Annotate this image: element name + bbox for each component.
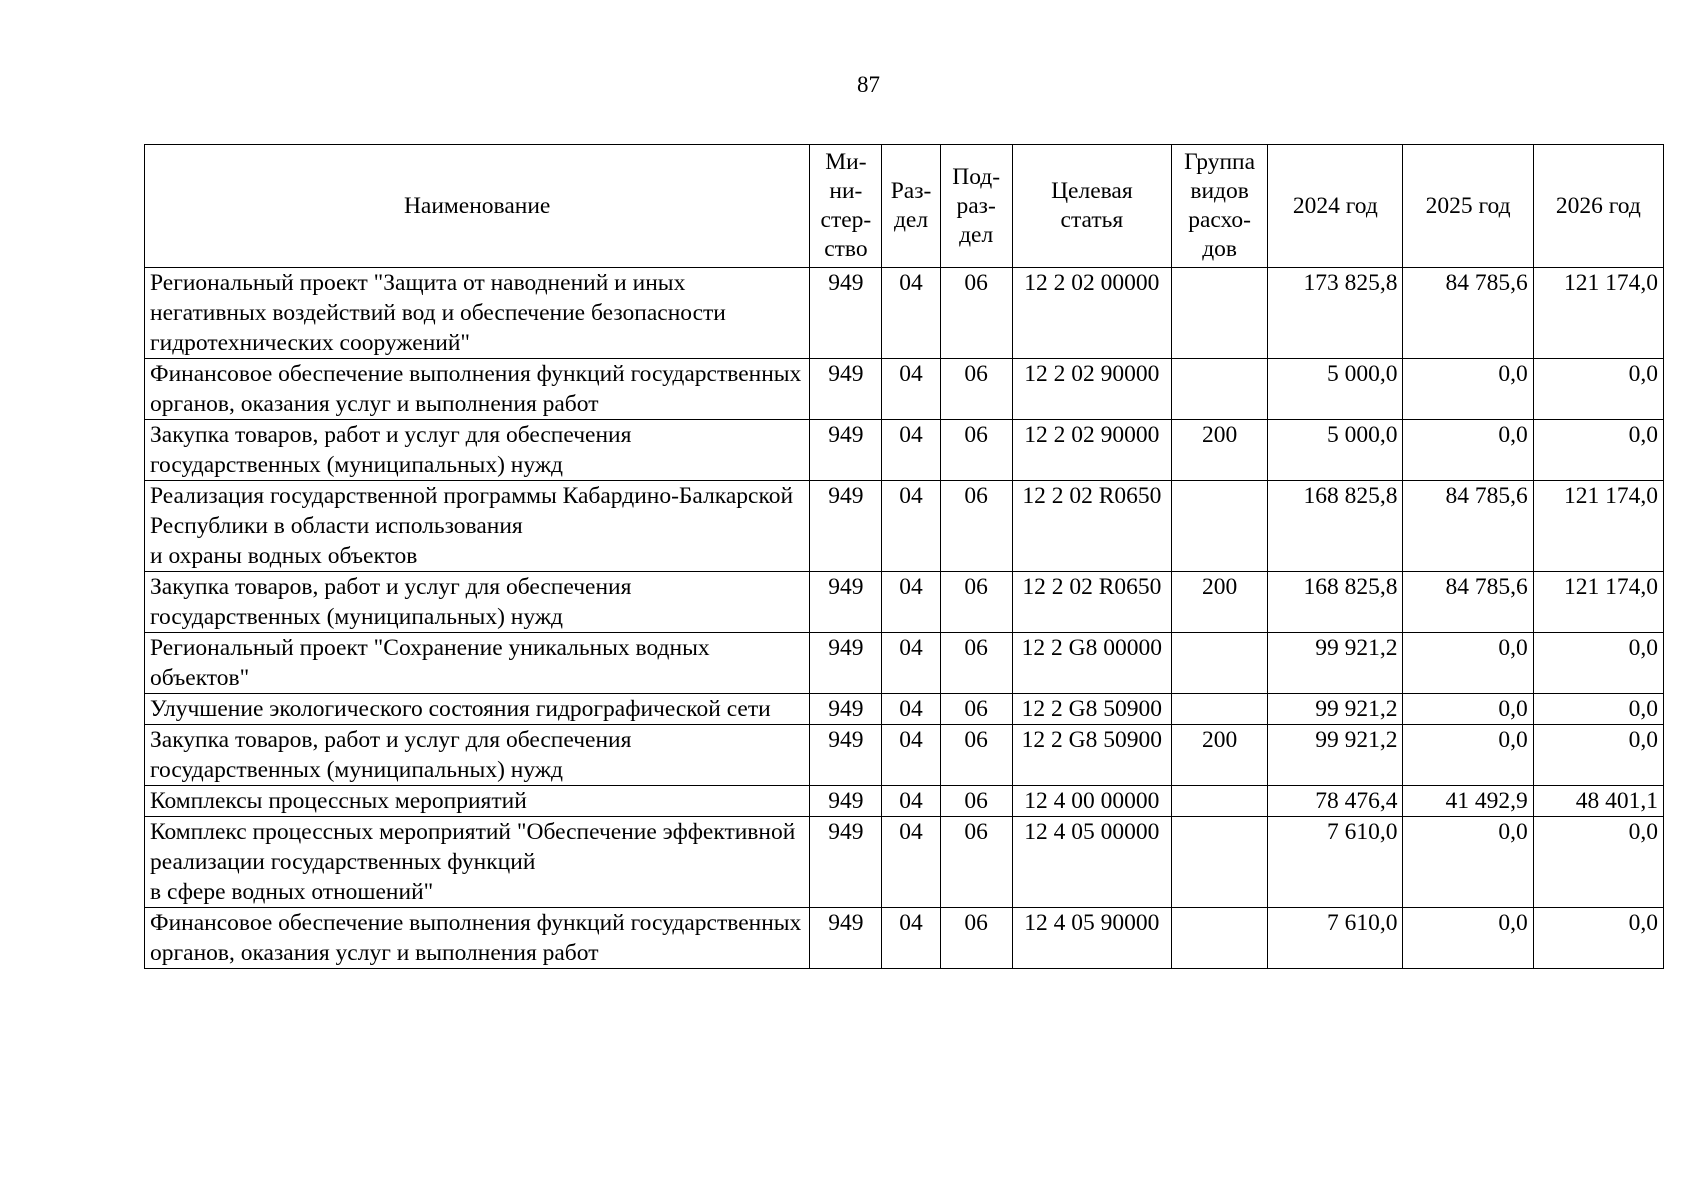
- cell-ministry: 949: [810, 694, 882, 725]
- header-section: Раз- дел: [882, 145, 940, 268]
- cell-group: [1172, 908, 1268, 969]
- cell-group: [1172, 817, 1268, 908]
- cell-section: 04: [882, 359, 940, 420]
- table-row: [145, 359, 1664, 420]
- cell-ministry: 949: [810, 633, 882, 694]
- cell-2026: 0,0: [1533, 817, 1663, 908]
- cell-2025: 84 785,6: [1403, 268, 1533, 359]
- cell-ministry: 949: [810, 908, 882, 969]
- cell-2025: 41 492,9: [1403, 786, 1533, 817]
- cell-2024: 173 825,8: [1268, 268, 1403, 359]
- cell-target: 12 2 02 R0650: [1012, 572, 1171, 633]
- cell-ministry: 949: [810, 420, 882, 481]
- cell-target: 12 4 00 00000: [1012, 786, 1171, 817]
- cell-ministry: 949: [810, 572, 882, 633]
- cell-2026: 0,0: [1533, 420, 1663, 481]
- cell-section: 04: [882, 633, 940, 694]
- cell-2026: 121 174,0: [1533, 481, 1663, 572]
- cell-2025: 84 785,6: [1403, 481, 1533, 572]
- cell-group: 200: [1172, 572, 1268, 633]
- cell-ministry: 949: [810, 817, 882, 908]
- cell-section: 04: [882, 817, 940, 908]
- cell-2026: 0,0: [1533, 359, 1663, 420]
- header-name: Наименование: [145, 145, 810, 268]
- cell-subsection: 06: [940, 817, 1012, 908]
- page-number: 87: [857, 72, 880, 97]
- cell-2025: 0,0: [1403, 725, 1533, 786]
- cell-2024: 5 000,0: [1268, 420, 1403, 481]
- cell-2026: 121 174,0: [1533, 268, 1663, 359]
- cell-subsection: 06: [940, 786, 1012, 817]
- cell-target: 12 2 G8 00000: [1012, 633, 1171, 694]
- cell-ministry: 949: [810, 359, 882, 420]
- cell-2025: 0,0: [1403, 359, 1533, 420]
- cell-subsection: 06: [940, 633, 1012, 694]
- table-row: [145, 694, 1664, 725]
- header-2026: 2026 год: [1533, 145, 1663, 268]
- cell-2024: 7 610,0: [1268, 908, 1403, 969]
- header-group: Группа видов расхо- дов: [1172, 145, 1268, 268]
- cell-group: [1172, 359, 1268, 420]
- cell-section: 04: [882, 908, 940, 969]
- cell-2026: 0,0: [1533, 633, 1663, 694]
- cell-subsection: 06: [940, 725, 1012, 786]
- cell-name: Закупка товаров, работ и услуг для обеспечения государственных (муниципальных) нужд: [145, 572, 810, 633]
- cell-subsection: 06: [940, 420, 1012, 481]
- cell-group: 200: [1172, 725, 1268, 786]
- table-header-row: [145, 145, 1664, 268]
- cell-2026: 0,0: [1533, 908, 1663, 969]
- cell-2025: 0,0: [1403, 817, 1533, 908]
- cell-ministry: 949: [810, 786, 882, 817]
- cell-2024: 168 825,8: [1268, 481, 1403, 572]
- cell-2024: 99 921,2: [1268, 694, 1403, 725]
- cell-subsection: 06: [940, 268, 1012, 359]
- table-body: [145, 268, 1664, 969]
- cell-name: Комплексы процессных мероприятий: [145, 786, 810, 817]
- cell-group: [1172, 694, 1268, 725]
- cell-subsection: 06: [940, 694, 1012, 725]
- cell-name: Финансовое обеспечение выполнения функций государственных органов, оказания услуг и выполнения работ: [145, 908, 810, 969]
- cell-name: Улучшение экологического состояния гидрографической сети: [145, 694, 810, 725]
- cell-target: 12 2 02 00000: [1012, 268, 1171, 359]
- cell-name: Реализация государственной программы Кабардино-Балкарской Республики в области использования и охраны водных объектов: [145, 481, 810, 572]
- cell-name: Закупка товаров, работ и услуг для обеспечения государственных (муниципальных) нужд: [145, 725, 810, 786]
- cell-2024: 99 921,2: [1268, 725, 1403, 786]
- cell-2024: 168 825,8: [1268, 572, 1403, 633]
- cell-2025: 0,0: [1403, 694, 1533, 725]
- cell-2026: 48 401,1: [1533, 786, 1663, 817]
- cell-target: 12 2 02 R0650: [1012, 481, 1171, 572]
- cell-ministry: 949: [810, 725, 882, 786]
- cell-group: [1172, 268, 1268, 359]
- table-row: [145, 725, 1664, 786]
- cell-section: 04: [882, 694, 940, 725]
- table-row: [145, 908, 1664, 969]
- cell-name: Финансовое обеспечение выполнения функций государственных органов, оказания услуг и выполнения работ: [145, 359, 810, 420]
- table-row: [145, 817, 1664, 908]
- header-2025: 2025 год: [1403, 145, 1533, 268]
- cell-2025: 0,0: [1403, 420, 1533, 481]
- cell-group: [1172, 633, 1268, 694]
- cell-2026: 0,0: [1533, 725, 1663, 786]
- table-row: [145, 633, 1664, 694]
- cell-name: Закупка товаров, работ и услуг для обеспечения государственных (муниципальных) нужд: [145, 420, 810, 481]
- table-row: [145, 572, 1664, 633]
- cell-section: 04: [882, 420, 940, 481]
- cell-group: [1172, 786, 1268, 817]
- cell-group: [1172, 481, 1268, 572]
- cell-subsection: 06: [940, 481, 1012, 572]
- cell-2026: 0,0: [1533, 694, 1663, 725]
- cell-subsection: 06: [940, 359, 1012, 420]
- cell-target: 12 2 G8 50900: [1012, 694, 1171, 725]
- cell-2024: 99 921,2: [1268, 633, 1403, 694]
- cell-target: 12 4 05 90000: [1012, 908, 1171, 969]
- cell-target: 12 4 05 00000: [1012, 817, 1171, 908]
- budget-table: [144, 144, 1664, 969]
- header-ministry: Ми- ни- стер- ство: [810, 145, 882, 268]
- table-row: [145, 481, 1664, 572]
- header-2024: 2024 год: [1268, 145, 1403, 268]
- cell-name: Комплекс процессных мероприятий "Обеспечение эффективной реализации государственных функций в сфере водных отношений": [145, 817, 810, 908]
- cell-target: 12 2 G8 50900: [1012, 725, 1171, 786]
- header-target: Целевая статья: [1012, 145, 1171, 268]
- cell-ministry: 949: [810, 481, 882, 572]
- table-row: [145, 786, 1664, 817]
- cell-section: 04: [882, 572, 940, 633]
- cell-target: 12 2 02 90000: [1012, 420, 1171, 481]
- cell-2025: 84 785,6: [1403, 572, 1533, 633]
- cell-section: 04: [882, 268, 940, 359]
- cell-name: Региональный проект "Сохранение уникальных водных объектов": [145, 633, 810, 694]
- cell-name: Региональный проект "Защита от наводнений и иных негативных воздействий вод и обеспечение безопасности гидротехнических сооружений": [145, 268, 810, 359]
- cell-2024: 78 476,4: [1268, 786, 1403, 817]
- cell-2025: 0,0: [1403, 633, 1533, 694]
- table-row: [145, 420, 1664, 481]
- cell-section: 04: [882, 481, 940, 572]
- cell-2025: 0,0: [1403, 908, 1533, 969]
- table-row: [145, 268, 1664, 359]
- cell-subsection: 06: [940, 572, 1012, 633]
- cell-2026: 121 174,0: [1533, 572, 1663, 633]
- cell-section: 04: [882, 725, 940, 786]
- cell-target: 12 2 02 90000: [1012, 359, 1171, 420]
- header-subsection: Под- раз- дел: [940, 145, 1012, 268]
- cell-section: 04: [882, 786, 940, 817]
- cell-group: 200: [1172, 420, 1268, 481]
- cell-ministry: 949: [810, 268, 882, 359]
- cell-subsection: 06: [940, 908, 1012, 969]
- cell-2024: 7 610,0: [1268, 817, 1403, 908]
- cell-2024: 5 000,0: [1268, 359, 1403, 420]
